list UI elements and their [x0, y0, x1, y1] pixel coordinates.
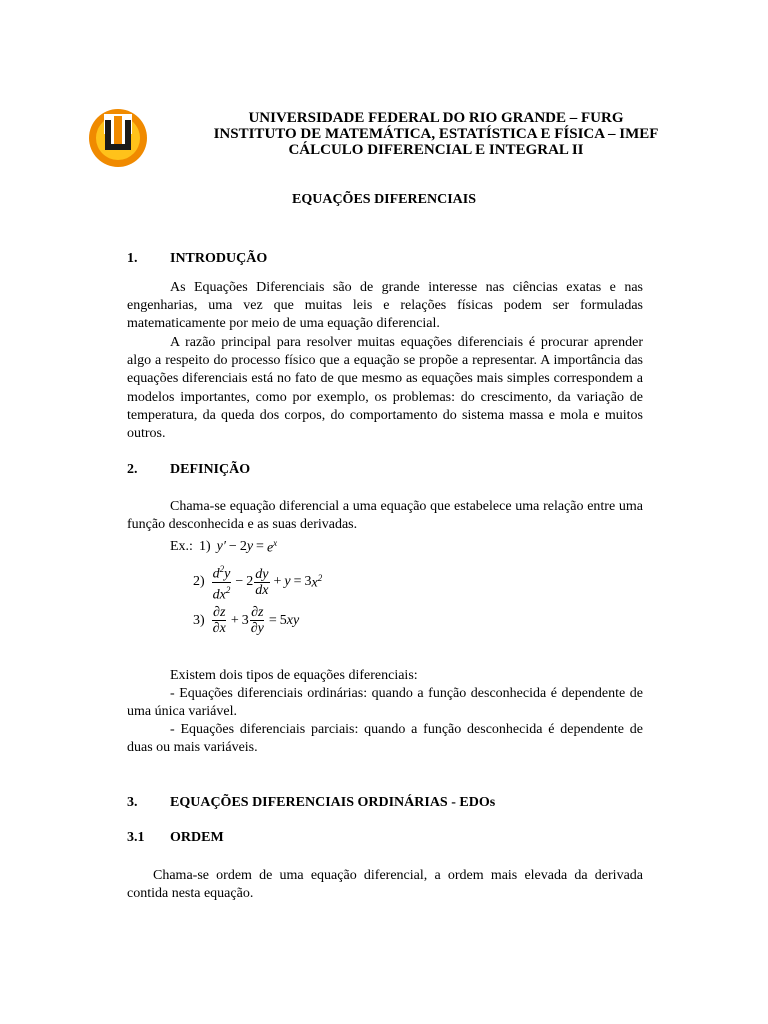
example-number: 1): [198, 539, 211, 555]
section-2-heading: [127, 462, 250, 478]
header-university: UNIVERSIDADE FEDERAL DO RIO GRANDE – FURG: [248, 110, 624, 126]
section-1-heading: [127, 251, 267, 267]
example-equation-1: Ex.: 1) y′ − 2 y = $e^x$: [170, 538, 278, 556]
type-ordinary: - Equações diferenciais ordinárias: quando a função desconhecida é dependente de uma única variável.: [127, 686, 643, 720]
example-equation-2: 2) $\frac{d^2y}{dx^2}$ − 2 $\frac{dy}{dx}$ + y = 3 $x^2$: [193, 564, 323, 603]
section-number: 3.: [127, 795, 138, 810]
furg-logo-icon: [88, 108, 148, 168]
definition-paragraph: Chama-se equação diferencial a uma equação que estabelece uma relação entre uma função desconhecida e as suas derivadas.: [127, 499, 643, 533]
intro-paragraph-2: A razão principal para resolver muitas equações diferenciais é procurar aprender algo a respeito do processo físico que a equação se propõe a representar. A importância das equações diferenciais está no fato de que mesmo as equações mais simples correspondem a modelos importantes, como por exemplo, os problemas: do crescimento, da variação de temperatura, da queda dos corpos, do comportamento do sistema massa e mola e muitos outros.: [127, 335, 643, 442]
section-number: 2.: [127, 462, 138, 477]
header-institute: INSTITUTO DE MATEMÁTICA, ESTATÍSTICA E FÍSICA – IMEF: [213, 126, 659, 142]
type-partial: - Equações diferenciais parciais: quando a função desconhecida é dependente de duas ou mais variáveis.: [127, 722, 643, 756]
intro-paragraph-1: As Equações Diferenciais são de grande interesse nas ciências exatas e nas engenharias, uma vez que muitas leis e relações físicas podem ser formuladas matematicamente por meio de uma equação diferencial.: [127, 280, 643, 332]
header-course: CÁLCULO DIFERENCIAL E INTEGRAL II: [288, 142, 584, 158]
section-3-1-heading: [127, 830, 224, 846]
example-number: 3): [193, 612, 205, 628]
section-number: 1.: [127, 251, 138, 266]
section-title: ORDEM: [170, 830, 224, 845]
example-number: 2): [193, 574, 205, 590]
order-paragraph: Chama-se ordem de uma equação diferencial, a ordem mais elevada da derivada contida nesta equação.: [127, 868, 643, 902]
page-title: EQUAÇÕES DIFERENCIAIS: [292, 192, 476, 207]
types-intro: Existem dois tipos de equações diferenciais:: [170, 668, 418, 683]
section-number: 3.1: [127, 830, 145, 845]
section-title: DEFINIÇÃO: [170, 462, 251, 477]
examples-label: Ex.:: [170, 539, 193, 555]
example-equation-3: 3) $\frac{\partial z}{\partial x}$ + 3 $\frac{\partial z}{\partial y}$ = 5 xy: [193, 605, 300, 636]
section-title: EQUAÇÕES DIFERENCIAIS ORDINÁRIAS - EDOs: [170, 795, 496, 810]
section-title: INTRODUÇÃO: [170, 251, 268, 266]
section-3-heading: [127, 795, 495, 811]
